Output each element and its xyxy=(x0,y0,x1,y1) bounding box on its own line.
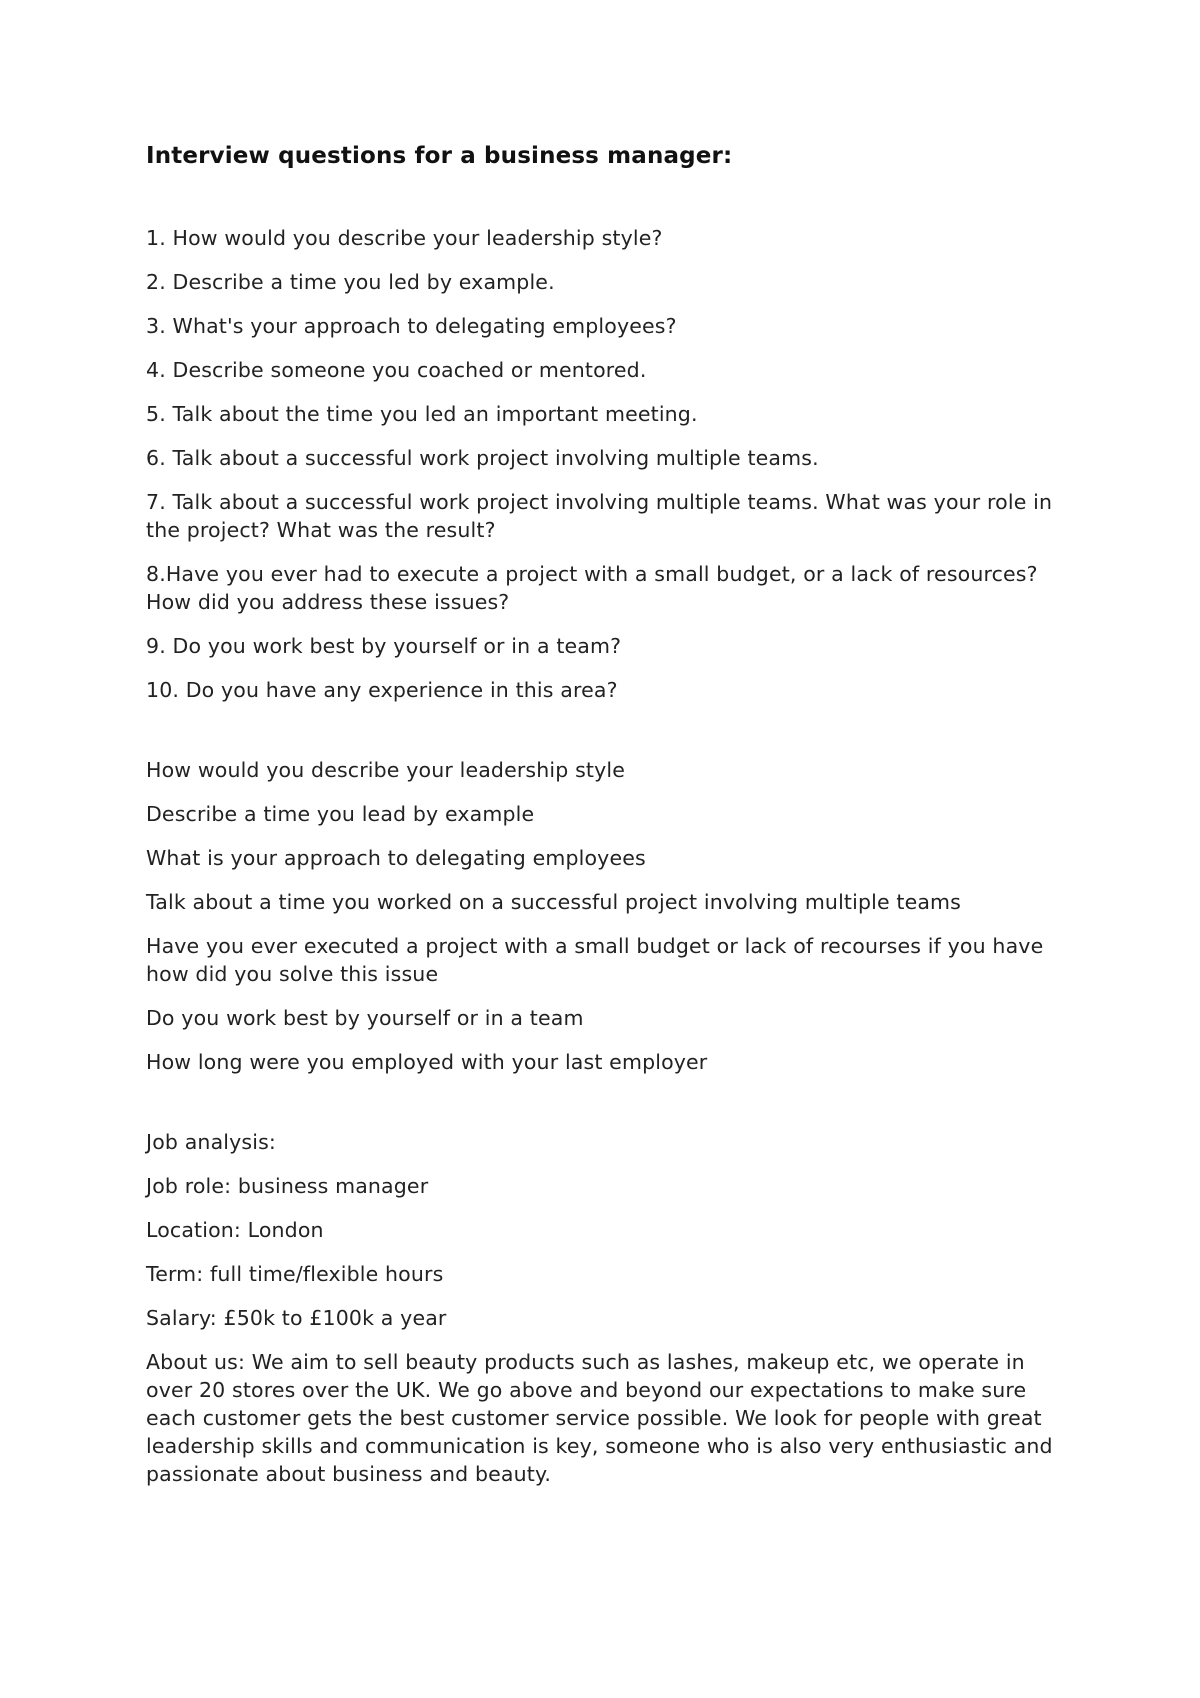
draft-question: Talk about a time you worked on a successful project involving multiple teams xyxy=(146,890,962,914)
draft-question: How would you describe your leadership style xyxy=(146,758,625,782)
numbered-question: 3. What's your approach to delegating employees? xyxy=(146,314,677,338)
draft-question: Do you work best by yourself or in a team xyxy=(146,1006,584,1030)
document-body xyxy=(146,140,1071,1504)
draft-question-list xyxy=(146,756,1071,1076)
numbered-question: 9. Do you work best by yourself or in a team? xyxy=(146,634,622,658)
numbered-question: 6. Talk about a successful work project involving multiple teams. xyxy=(146,446,819,470)
numbered-question-list xyxy=(146,224,1071,704)
document-title: Interview questions for a business manager: xyxy=(146,143,733,169)
draft-question: Describe a time you lead by example xyxy=(146,802,535,826)
numbered-question: 10. Do you have any experience in this area? xyxy=(146,678,618,702)
job-location: Location: London xyxy=(146,1218,324,1242)
numbered-question: 8.Have you ever had to execute a project with a small budget, or a lack of resources? How did you address these issues? xyxy=(146,562,1038,614)
numbered-question: 4. Describe someone you coached or mentored. xyxy=(146,358,647,382)
job-analysis-heading: Job analysis: xyxy=(146,1130,276,1154)
about-us-paragraph: About us: We aim to sell beauty products such as lashes, makeup etc, we operate in over 20 stores over the UK. We go above and beyond our expectations to make sure each customer gets the best customer service possible. We look for people with great leadership skills and communication is key, someone who is also very enthusiastic and passionate about business and beauty. xyxy=(146,1350,1053,1486)
numbered-question: 5. Talk about the time you led an important meeting. xyxy=(146,402,698,426)
job-salary: Salary: £50k to £100k a year xyxy=(146,1306,447,1330)
job-term: Term: full time/flexible hours xyxy=(146,1262,444,1286)
job-role: Job role: business manager xyxy=(146,1174,429,1198)
numbered-question: 7. Talk about a successful work project involving multiple teams. What was your role in the project? What was the result? xyxy=(146,490,1053,542)
numbered-question: 1. How would you describe your leadership style? xyxy=(146,226,663,250)
draft-question: Have you ever executed a project with a small budget or lack of recourses if you have how did you solve this issue xyxy=(146,934,1044,986)
numbered-question: 2. Describe a time you led by example. xyxy=(146,270,555,294)
draft-question: How long were you employed with your last employer xyxy=(146,1050,708,1074)
job-analysis-section xyxy=(146,1128,1071,1488)
draft-question: What is your approach to delegating employees xyxy=(146,846,646,870)
